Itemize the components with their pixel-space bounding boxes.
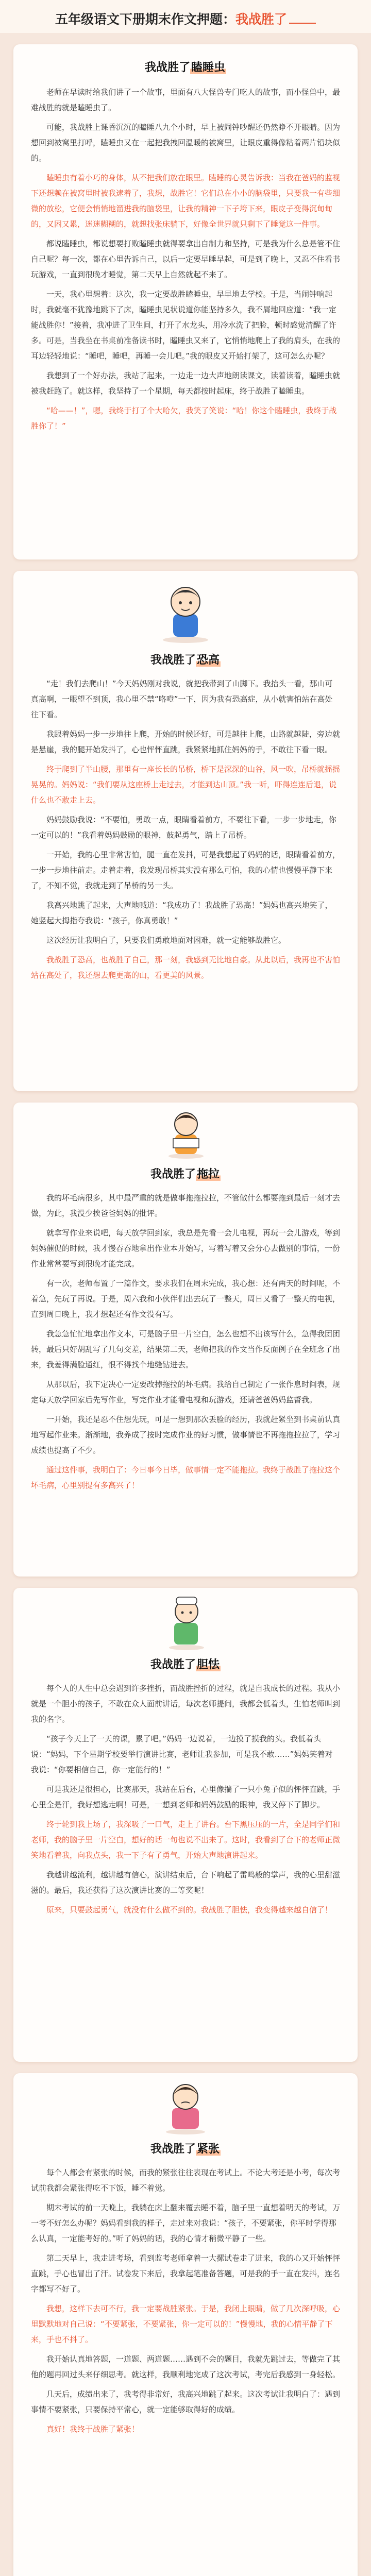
page-header (0, 0, 371, 33)
essay-paragraph: 几天后，成绩出来了，我考得非常好，我高兴地跳了起来。这次考试让我明白了：遇到事情不要紧张，只要保持平常心，就一定能够取得好的成绩。 (31, 2389, 341, 2414)
essay-paragraph: “走！我们去爬山！”今天妈妈刚对我说，就把我带到了山脚下。我抬头一看，那山可真高啊，一眼望不到顶，我心里不禁“咯噔”一下，因为我有恐高症，从小就害怕站在高处往下看。 (31, 679, 333, 719)
essay-paragraph: 我想到了一个好办法，我站了起来，一边走一边大声地朗读课文，读着读着，瞌睡虫就被我赶跑了。就这样，我坚持了一个星期，每天都按时起床，终于战胜了瞌睡虫。 (31, 371, 341, 396)
child-cooking-illustration (163, 1594, 210, 1651)
essay-paragraph: 我的坏毛病很多，其中最严重的就是做事拖拖拉拉，不管做什么都要拖到最后一刻才去做，为此，我没少挨爸爸妈妈的批评。 (31, 1193, 341, 1218)
essay-body (31, 1681, 340, 1922)
essay-card (13, 1103, 358, 1577)
essay-paragraph: 每个人的人生中总会遇到许多挫折，而战胜挫折的过程，就是自我成长的过程。我从小就是一个胆小的孩子，不敢在众人面前讲话，每次老师提问，我都会低着头，生怕老师叫到我的名字。 (31, 1684, 341, 1724)
essay-title-prefix: 我战胜了 (150, 1658, 196, 1671)
essay-paragraph: 我越讲越流利，越讲越有信心，演讲结束后，台下响起了雷鸣般的掌声，我的心里甜滋滋的。最后，我还获得了这次演讲比赛的二等奖呢！ (31, 1870, 341, 1895)
essay-paragraph: 真好！我终于战胜了紧张！ (46, 2425, 140, 2434)
essay-title-prefix: 我战胜了 (150, 1168, 196, 1181)
title-blank-line (289, 23, 316, 24)
essay-title-prefix: 我战胜了 (144, 61, 190, 74)
page-title-highlight: 我战胜了 (235, 12, 288, 27)
essay-paragraph: 我开始认真地答题，一道题、两道题……遇到不会的题目，我就先跳过去，等做完了其他的题再回过头来仔细思考。就这样，我顺利地完成了这次考试，考完后我感到一身轻松。 (31, 2354, 341, 2379)
essay-title (13, 1656, 358, 1672)
essay-card (13, 44, 358, 560)
essay-paragraph: 每个人都会有紧张的时候，而我的紧张往往表现在考试上。不论大考还是小考，每次考试前我都会紧张得吃不下饭，睡不着觉。 (31, 2168, 341, 2193)
essay-paragraph: 瞌睡虫有着小巧的身体，从不把我们放在眼里。瞌睡的心灵告诉我：当我在爸妈的监视下还想赖在被窝里时被我逮着了，我想，战胜它！它们总在小小的脑袋里，只要我一有些细微的放松，它便会悄悄地溜进我的脑袋里，让我的精神一下子垮下来，眼皮子变得沉甸甸的，又困又累，迷迷糊糊的，就想找张床躺下，好像全世界就只剩下了睡觉这一件事。 (31, 173, 341, 229)
essay-paragraph: 可是我还是很担心，比赛那天，我站在后台，心里像揣了一只小兔子似的怦怦直跳，手心里全是汗，我好想逃走啊！可是，一想到老师和妈妈鼓励的眼神，我又停下了脚步。 (31, 1785, 341, 1809)
essay-paragraph: 通过这件事，我明白了：今日事今日毕，做事情一定不能拖拉。我终于战胜了拖拉这个坏毛病，心里别提有多高兴了！ (31, 1465, 341, 1490)
essay-paragraph: 老师在早读时给我们讲了一个故事，里面有八大怪兽专门吃人的故事，而小怪兽中，最难战胜的就是瞌睡虫了。 (31, 88, 341, 112)
essay-paragraph: 第二天早上，我走进考场，看到监考老师拿着一大摞试卷走了进来，我的心又开始怦怦直跳，手心也冒出了汗。试卷发下来后，我拿起笔准备答题，可是我的手一直在发抖，连名字都写不好了。 (31, 2253, 341, 2294)
essay-paragraph: 这次经历让我明白了，只要我们勇敢地面对困难，就一定能够战胜它。 (46, 936, 286, 945)
essay-title (13, 1165, 358, 1181)
essay-body (31, 84, 340, 438)
essay-body (31, 2165, 340, 2441)
essay-title-topic: 紧张 (197, 2143, 220, 2156)
essay-body (31, 676, 340, 987)
essay-paragraph: 妈妈鼓励我说：“不要怕，勇敢一点，眼睛看着前方，不要往下看，一步一步地走，你一定可以的！”我看着妈妈鼓励的眼神，鼓起勇气，踏上了吊桥。 (31, 815, 336, 840)
essay-title (13, 59, 358, 75)
essay-paragraph: 我战胜了恐高，也战胜了自己，那一刻，我感到无比地自豪。从此以后，我再也不害怕站在高处了，我还想去爬更高的山，看更美的风景。 (31, 955, 341, 980)
essay-paragraph: 我急急忙忙地拿出作文本，可是脑子里一片空白，怎么也想不出该写什么，急得我团团转，最后只好胡乱写了几句交差，结果第二天，老师把我的作文当作反面例子在全班念了出来，我羞得满脸通红，恨不得找个地缝钻进去。 (31, 1329, 341, 1369)
essay-paragraph: 期末考试的前一天晚上，我躺在床上翻来覆去睡不着，脑子里一直想着明天的考试，万一考不好怎么办呢？妈妈看到我的样子，走过来对我说：“孩子，不要紧张，你平时学得那么认真，一定能考好的。”听了妈妈的话，我的心情才稍微平静了一些。 (31, 2203, 341, 2243)
essay-paragraph: 终于爬到了半山腰，那里有一座长长的吊桥，桥下是深深的山谷，风一吹，吊桥就摇摇晃晃的。妈妈说：“我们要从这座桥上走过去，才能到达山顶。”我一听，吓得连连后退，说什么也不敢走上去。 (31, 765, 341, 805)
essay-title (13, 651, 358, 667)
essay-paragraph: 都说瞌睡虫，都说想要打败瞌睡虫就得要拿出自制力和坚持，可是我为什么总是管不住自己呢？每一次，都在心里告诉自己，以后一定要早睡早起，可是到了晚上，又忍不住看书玩游戏，一直到很晚才睡觉，第二天早上自然就起不来了。 (31, 239, 341, 279)
essay-paragraph: “孩子今天上了一天的课，累了吧。”妈妈一边说着，一边摸了摸我的头。我低着头说：“妈妈，下个星期学校要举行演讲比赛，老师让我参加，可是我不敢……”妈妈笑着对我说：“你要相信自己，你一定能行的！” (31, 1734, 333, 1774)
essay-body (31, 1190, 340, 1497)
essay-title-prefix: 我战胜了 (150, 2143, 196, 2156)
essay-paragraph: 一开始，我还是忍不住想先玩，可是一想到那次丢脸的经历，我就赶紧坐到书桌前认真地写起作业来。渐渐地，我养成了按时完成作业的好习惯，做事情也不再拖拖拉拉了，学习成绩也提高了不少。 (31, 1415, 341, 1455)
essay-paragraph: 原来，只要鼓起勇气，就没有什么做不到的。我战胜了胆怯，我变得越来越自信了！ (46, 1905, 333, 1914)
essay-paragraph: 一开始，我的心里非常害怕，腿一直在发抖，可是我想起了妈妈的话，眼睛看着前方，一步一步地往前走。走着走着，我发现吊桥其实没有那么可怕，我的心情也慢慢平静下来了，不知不觉，我就走到了吊桥的另一头。 (31, 850, 341, 890)
essay-card (13, 571, 358, 1091)
essay-paragraph: 一天，我心里想着：这次，我一定要战胜瞌睡虫，早早地去学校。于是，当闹钟响起时，我就毫不犹豫地跳下了床，瞌睡虫见状说道你能坚持多久，我不屑地回应道：“我一定能战胜你！”接着，我冲进了卫生间，打开了水龙头，用冷水洗了把脸，顿时感觉清醒了许多。可是，当我坐在书桌前准备读书时，瞌睡虫又来了，它悄悄地爬上了我的肩头，在我的耳边轻轻地说：“睡吧，睡吧，再睡一会儿吧。”我的眼皮又开始打架了，这可怎么办呢？ (31, 290, 341, 361)
essay-card (13, 1588, 358, 2062)
essay-paragraph: 有一次，老师布置了一篇作文，要求我们在周末完成，我心想：还有两天的时间呢，不着急，先玩了再说。于是，周六我和小伙伴们出去玩了一整天，周日又看了一整天的电视，直到周日晚上，我才想起还有作文没有写。 (31, 1279, 341, 1319)
essay-paragraph: 我高兴地跳了起来，大声地喊道：“我成功了！我战胜了恐高！”妈妈也高兴地笑了，她竖起大拇指夸我说：“孩子，你真勇敢！” (31, 901, 333, 925)
worried-child-illustration (159, 2078, 212, 2135)
essay-title (13, 2140, 358, 2156)
essay-card (13, 2073, 358, 2576)
essay-paragraph: 我跟着妈妈一步一步地往上爬，开始的时候还好，可是越往上爬，山路就越陡，旁边就是悬崖，我的腿开始发抖了，心也怦怦直跳，我紧紧地抓住妈妈的手，不敢往下看一眼。 (31, 730, 341, 754)
page-title (0, 0, 371, 28)
boy-illustration (153, 578, 218, 645)
essay-paragraph: 终于轮到我上场了，我深吸了一口气，走上了讲台。台下黑压压的一片，全是同学们和老师，我的脑子里一片空白，想好的话一句也说不出来了。这时，我看到了台下的老师正微笑地看着我，向我点头，我一下子有了勇气，开始大声地演讲起来。 (31, 1820, 341, 1860)
child-reading-illustration (163, 1108, 209, 1159)
essay-paragraph: “哈——！”，嗯，我终于打了个大哈欠，我笑了笑说：“哈！你这个瞌睡虫，我终于战胜你了！” (31, 406, 337, 431)
essay-title-prefix: 我战胜了 (150, 654, 196, 667)
essay-title-topic: 瞌睡虫 (191, 61, 226, 74)
essay-title-topic: 拖拉 (197, 1168, 220, 1181)
essay-paragraph: 就拿写作业来说吧，每天放学回到家，我总是先看一会儿电视，再玩一会儿游戏，等到妈妈催促的时候，我才慢吞吞地拿出作业本开始写，写着写着又会分心去做别的事情，一份作业常常要写到很晚才能完成。 (31, 1228, 341, 1268)
essay-title-topic: 胆怯 (197, 1658, 220, 1671)
essay-paragraph: 我想，这样下去可不行，我一定要战胜紧张。于是，我闭上眼睛，做了几次深呼吸，心里默默地对自己说：“不要紧张，不要紧张，你一定可以的！”慢慢地，我的心情平静了下来，手也不抖了。 (31, 2304, 341, 2344)
essay-title-topic: 恐高 (197, 654, 220, 667)
essay-paragraph: 可能，我战胜上课昏沉沉的瞌睡八九个小时，早上被闹钟吵醒还仍然睁不开眼睛。因为想回到被窝里打呼，瞌睡虫又在一起把我拽回温暖的被窝里，让眼皮重得像粘着两片铅块似的。 (31, 123, 341, 163)
page-title-prefix: 五年级语文下册期末作文押题： (55, 12, 235, 27)
essay-paragraph: 从那以后，我下定决心一定要改掉拖拉的坏毛病。我给自己制定了一张作息时间表，规定每天放学回家后先写作业，写完作业才能看电视和玩游戏，还请爸爸妈妈监督我。 (31, 1380, 341, 1404)
